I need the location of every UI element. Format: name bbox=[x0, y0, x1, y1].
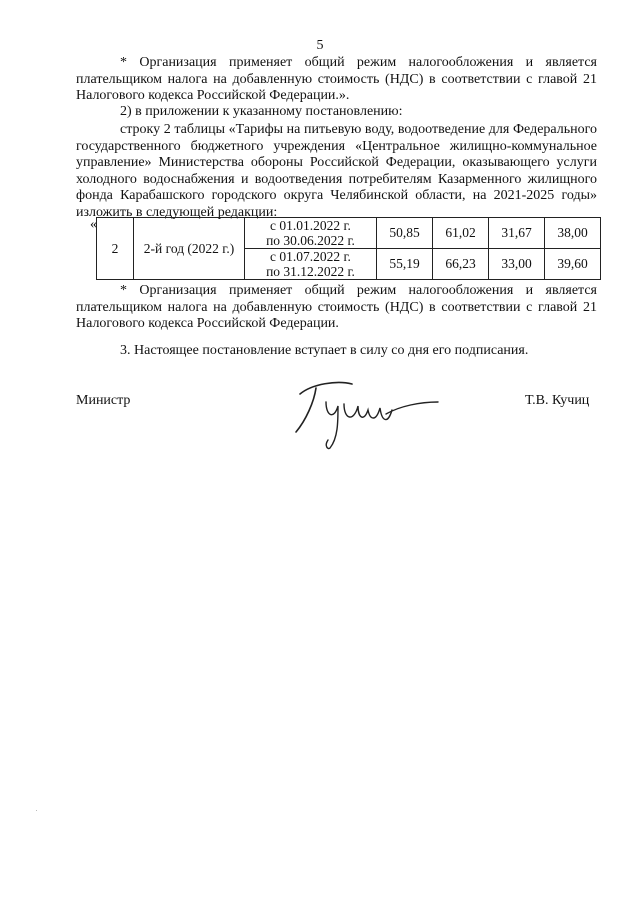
period-to: по 31.12.2022 г. bbox=[266, 264, 355, 279]
footnote-vat-previous: * Организация применяет общий режим налогообложения и является плательщиком налога на добавленную стоимость (НДС) в соответствии с главой 21 Налогового кодекса Российской Федерации.». bbox=[76, 55, 597, 103]
amendment-instruction: строку 2 таблицы «Тарифы на питьевую воду, водоотведение для Федерального государственного бюджетного учреждения «Центральное жилищно-коммунальное управление» Министерства обороны Российской Федерации, оказывающего услуги холодного водоснабжения и водоотведения потребителям Казарменного жилищного фонда Карабашского городского округа Челябинской области, на 2021-2025 годы» изложить в следующей редакции: bbox=[76, 122, 597, 220]
scan-speck bbox=[36, 810, 37, 811]
period-cell bbox=[245, 218, 377, 249]
tariff-table bbox=[96, 217, 601, 280]
value-cell: 50,85 bbox=[377, 218, 433, 249]
value-cell: 33,00 bbox=[489, 249, 545, 280]
row-number-cell: 2 bbox=[97, 218, 134, 280]
page-number: 5 bbox=[316, 38, 324, 53]
signatory-name: Т.В. Кучиц bbox=[525, 393, 590, 408]
period-to: по 30.06.2022 г. bbox=[266, 233, 355, 248]
footnote-vat: * Организация применяет общий режим налогообложения и является плательщиком налога на добавленную стоимость (НДС) в соответствии с главой 21 Налогового кодекса Российской Федерации. bbox=[76, 283, 597, 331]
signatory-title: Министр bbox=[76, 393, 131, 408]
effective-date-clause: 3. Настоящее постановление вступает в силу со дня его подписания. bbox=[120, 343, 529, 358]
open-quote: « bbox=[90, 217, 97, 232]
period-cell bbox=[245, 249, 377, 280]
value-cell: 66,23 bbox=[433, 249, 489, 280]
value-cell: 55,19 bbox=[377, 249, 433, 280]
value-cell: 61,02 bbox=[433, 218, 489, 249]
handwritten-signature bbox=[282, 372, 442, 452]
value-cell: 31,67 bbox=[489, 218, 545, 249]
value-cell: 38,00 bbox=[545, 218, 601, 249]
year-cell: 2-й год (2022 г.) bbox=[134, 218, 245, 280]
amendment-item-2: 2) в приложении к указанному постановлению: bbox=[120, 104, 403, 119]
period-from: с 01.01.2022 г. bbox=[270, 218, 351, 233]
value-cell: 39,60 bbox=[545, 249, 601, 280]
period-from: с 01.07.2022 г. bbox=[270, 249, 351, 264]
table-row bbox=[97, 218, 601, 249]
